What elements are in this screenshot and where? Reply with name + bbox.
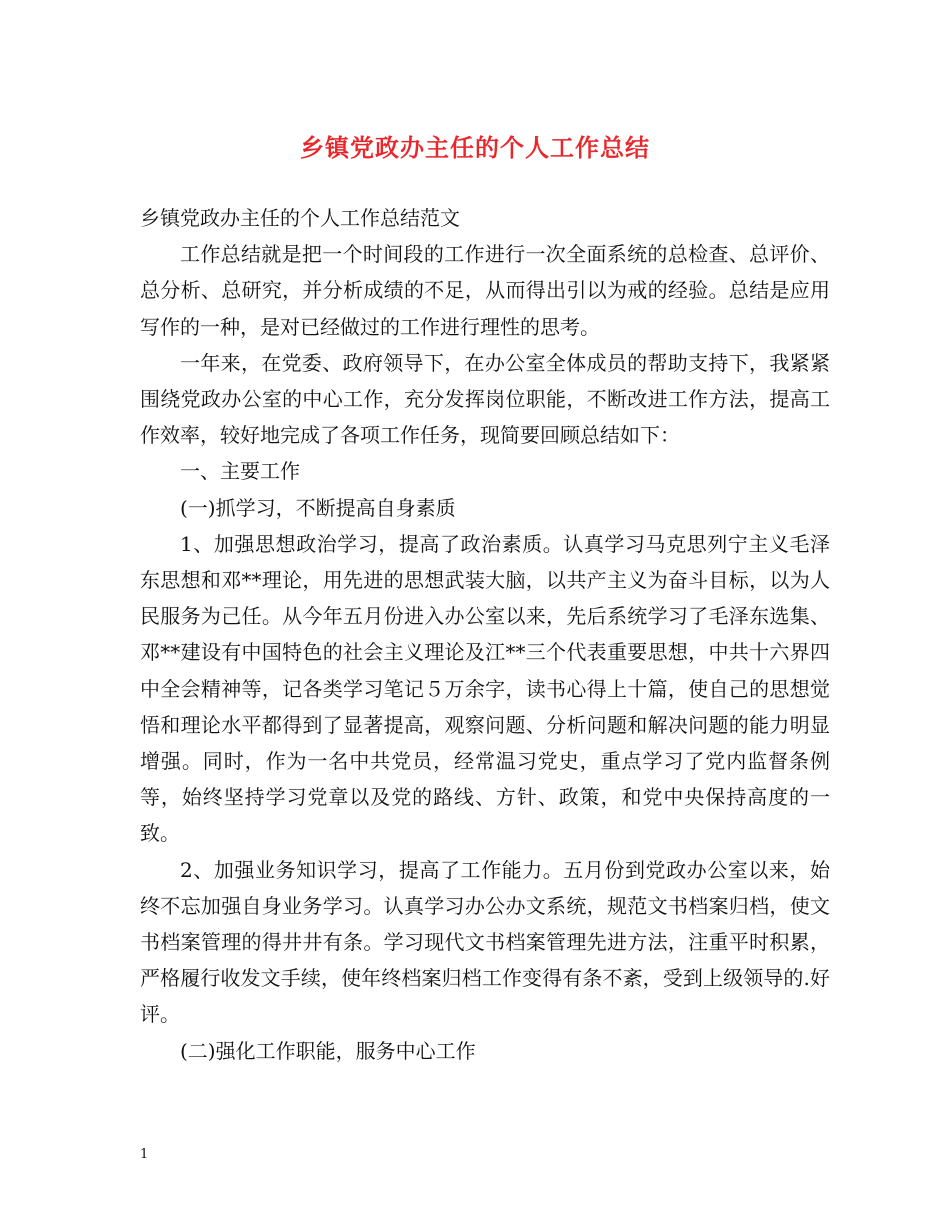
paragraph-business-study: 2、加强业务知识学习，提高了工作能力。五月份到党政办公室以来，始终不忘加强自身业务学习。认真学习办公办文系统，规范文书档案归档，使文书档案管理的得井井有条。学习现代文书档案管理先进方法，注重平时积累，严格履行收发文手续，使年终档案归档工作变得有条不紊，受到上级领导的.好评。: [140, 857, 830, 1027]
paragraph-intro: 工作总结就是把一个时间段的工作进行一次全面系统的总检查、总评价、总分析、总研究，并分析成绩的不足，从而得出引以为戒的经验。总结是应用写作的一种，是对已经做过的工作进行理性的思考。: [140, 242, 830, 339]
subsection-heading-study: (一)抓学习，不断提高自身素质: [180, 495, 456, 520]
section-heading-main-work: 一、主要工作: [180, 459, 300, 484]
document-title: 乡镇党政办主任的个人工作总结: [300, 133, 650, 162]
subsection-heading-functions: (二)强化工作职能，服务中心工作: [180, 1038, 476, 1063]
page-number: 1: [140, 1147, 149, 1162]
document-subtitle: 乡镇党政办主任的个人工作总结范文: [140, 206, 460, 230]
document-body: [140, 200, 830, 1069]
paragraph-political-study: 1、加强思想政治学习，提高了政治素质。认真学习马克思列宁主义毛泽东思想和邓**理论，用先进的思想武装大脑，以共产主义为奋斗目标，以为人民服务为己任。从今年五月份进入办公室以来，先后系统学习了毛泽东选集、邓**建设有中国特色的社会主义理论及江**三个代表重要思想，中共十六界四中全会精神等，记各类学习笔记５万余字，读书心得上十篇，使自己的思想觉悟和理论水平都得到了显著提高，观察问题、分析问题和解决问题的能力明显增强。同时，作为一名中共党员，经常温习党史，重点学习了党内监督条例等，始终坚持学习党章以及党的路线、方针、政策，和党中央保持高度的一致。: [140, 531, 830, 846]
paragraph-overview: 一年来，在党委、政府领导下，在办公室全体成员的帮助支持下，我紧紧围绕党政办公室的中心工作，充分发挥岗位职能，不断改进工作方法，提高工作效率，较好地完成了各项工作任务，现简要回顾总结如下：: [140, 350, 830, 448]
